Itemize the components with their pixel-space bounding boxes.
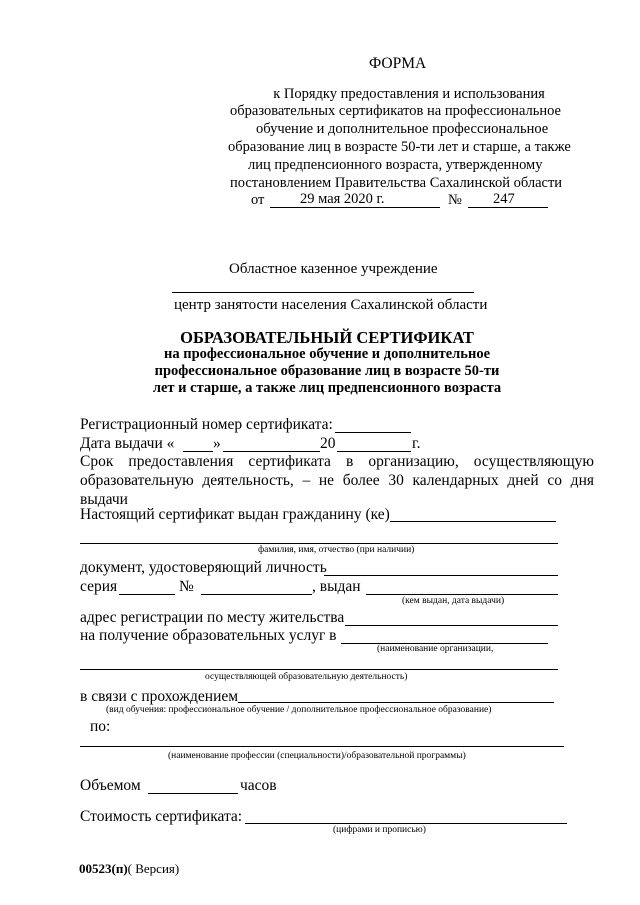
- title-line: на профессиональное обучение и дополнительное: [163, 346, 491, 362]
- org-caption-2: осуществляющей образовательную деятельность): [205, 672, 408, 682]
- institution-underline: [172, 292, 474, 293]
- address-field[interactable]: [345, 625, 558, 626]
- header-line: к Порядку предоставления и использования: [273, 86, 545, 102]
- series-label: серия: [80, 578, 118, 595]
- header-date: 29 мая 2020 г.: [300, 191, 385, 207]
- training-caption: (вид обучения: профессиональное обучение / дополнительное профессиональное образование): [106, 705, 492, 715]
- issue-date-suffix: г.: [412, 435, 421, 452]
- footer-code: 00523(п): [79, 861, 128, 876]
- cost-label: Стоимость сертификата:: [80, 808, 243, 825]
- title-line: профессиональное образование лиц в возрасте 50-ти: [154, 363, 500, 379]
- issued-by-caption: (кем выдан, дата выдачи): [402, 596, 505, 606]
- in-connection-label: в связи с прохождением: [80, 688, 239, 705]
- issue-date-label: Дата выдачи «: [80, 435, 175, 452]
- number-label-field: №: [179, 578, 194, 595]
- term-paragraph: Срок предоставления сертификата в организацию, осуществляющую образовательную деятельность, – не более 30 календарных дней со дня выдачи: [80, 453, 594, 508]
- cost-caption: (цифрами и прописью): [333, 825, 426, 835]
- header-line: образовательных сертификатов на профессиональное: [230, 103, 561, 119]
- org-caption: (наименование организации,: [377, 644, 494, 654]
- org-field[interactable]: [80, 669, 558, 670]
- for-label: по:: [90, 718, 111, 735]
- issued-by-label: , выдан: [312, 578, 361, 595]
- issued-to-label: Настоящий сертификат выдан гражданину (ке): [80, 506, 390, 523]
- id-document-label: документ, удостоверяющий личность: [80, 559, 327, 576]
- header-line: постановлением Правительства Сахалинской области: [230, 175, 563, 191]
- reg-number-label: Регистрационный номер сертификата:: [80, 416, 333, 433]
- services-label: на получение образовательных услуг в: [80, 627, 337, 644]
- header-line: обучение и дополнительное профессиональное: [256, 121, 549, 137]
- profession-field[interactable]: [80, 746, 564, 747]
- footer: [79, 861, 179, 877]
- header-line: лиц предпенсионного возраста, утвержденному: [248, 157, 543, 173]
- reg-number-field[interactable]: [335, 432, 411, 433]
- institution-line2: центр занятости населения Сахалинской области: [174, 297, 488, 313]
- issue-date-quote: »: [213, 435, 221, 452]
- number-label: №: [448, 192, 462, 208]
- hours-label: часов: [240, 777, 277, 794]
- issue-date-year: 20: [320, 435, 336, 452]
- footer-version: ( Версия): [127, 861, 180, 876]
- form-label: ФОРМА: [369, 55, 427, 72]
- training-field[interactable]: [238, 702, 554, 703]
- header-number: 247: [493, 191, 515, 207]
- certificate-title: ОБРАЗОВАТЕЛЬНЫЙ СЕРТИФИКАТ: [180, 328, 474, 347]
- issued-to-field[interactable]: [390, 521, 556, 522]
- fio-caption: фамилия, имя, отчество (при наличии): [258, 545, 415, 555]
- volume-label: Объемом: [80, 777, 141, 794]
- doc-number-field[interactable]: [201, 594, 312, 595]
- title-line: лет и старше, а также лиц предпенсионного возраста: [152, 380, 502, 396]
- profession-caption: (наименование профессии (специальности)/образовательной программы): [168, 751, 466, 761]
- volume-field[interactable]: [148, 793, 238, 794]
- fio-field[interactable]: [80, 543, 558, 544]
- issued-by-field[interactable]: [366, 594, 558, 595]
- id-document-field[interactable]: [324, 575, 558, 576]
- institution-line1: Областное казенное учреждение: [229, 261, 438, 277]
- series-field[interactable]: [119, 594, 175, 595]
- cost-field[interactable]: [245, 823, 567, 824]
- address-label: адрес регистрации по месту жительства: [80, 609, 345, 626]
- header-line: образование лиц в возрасте 50-ти лет и старше, а также: [228, 139, 571, 155]
- from-label: от: [251, 192, 265, 208]
